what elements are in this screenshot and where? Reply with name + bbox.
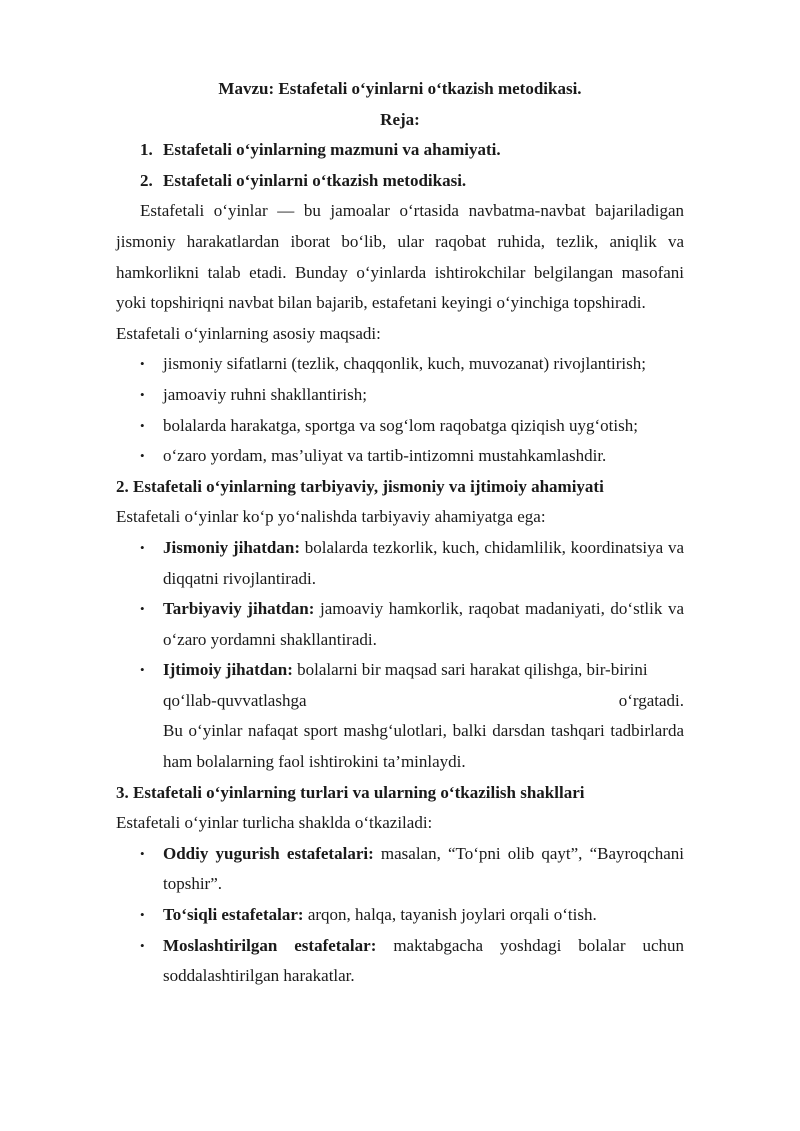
section-2-heading: 2. Estafetali o‘yinlarning tarbiyaviy, jismoniy va ijtimoiy ahamiyati (116, 476, 604, 496)
item-text: bolalarda tezkorlik, kuch, chidamlilik, koordinatsiya va diqqatni rivojlantiradi. (163, 537, 685, 588)
split-right-text: o‘rgatadi. (618, 690, 684, 710)
list-item (116, 533, 684, 594)
plan-item-text: Estafetali o‘yinlarning mazmuni va ahamiyati. (163, 140, 501, 160)
item-term: To‘siqli estafetalar: (163, 905, 304, 925)
list-item (116, 655, 684, 686)
bullet-icon: • (140, 907, 145, 923)
item-term: Tarbiyaviy jihatdan: (163, 599, 315, 619)
section-2-lead: Estafetali o‘yinlar ko‘p yo‘nalishda tarbiyaviy ahamiyatga ega: (116, 507, 546, 527)
plan-heading: Reja: (380, 109, 420, 129)
item-text: jamoaviy hamkorlik, raqobat madaniyati, do‘stlik va o‘zaro yordamni shakllantiradi. (163, 599, 685, 649)
list-item (116, 839, 684, 900)
item-term: Jismoniy jihatdan: (163, 537, 301, 557)
bullet-icon: • (140, 448, 145, 464)
bullet-icon: • (140, 662, 145, 678)
goals-lead: Estafetali o‘yinlarning asosiy maqsadi: (116, 323, 381, 343)
item-text: arqon, halqa, tayanish joylari orqali o‘tish. (303, 905, 597, 925)
bullet-icon: • (140, 356, 145, 372)
plan-item-number: 2. (140, 170, 153, 190)
section-2-list (116, 533, 684, 686)
item-term: Oddiy yugurish estafetalari: (163, 843, 374, 863)
section-3-lead: Estafetali o‘yinlar turlicha shaklda o‘tkaziladi: (116, 813, 433, 833)
document-title: Mavzu: Estafetali o‘yinlarni o‘tkazish metodikasi. (218, 79, 582, 98)
item-text: masalan, “To‘pni olib qayt”, “Bayroqchani topshir”. (163, 843, 684, 894)
section-3-list (116, 839, 684, 992)
list-item (116, 594, 684, 655)
bullet-icon: • (140, 601, 145, 617)
document-page (116, 74, 684, 992)
item-term: Moslashtirilgan estafetalar: (163, 935, 377, 955)
section-2-after-text: Bu o‘yinlar nafaqat sport mashg‘ulotlari, balki darsdan tashqari tadbirlarda ham bolalarning faol ishtirokini ta’minlaydi. (163, 721, 684, 772)
bullet-icon: • (140, 937, 145, 953)
plan-item-number: 1. (140, 140, 153, 160)
list-item (116, 900, 684, 931)
goals-list (116, 349, 684, 471)
plan-item (116, 166, 684, 197)
bullet-icon: • (140, 539, 145, 555)
item-text: bolalarni bir maqsad sari harakat qilishga, bir-birini (292, 660, 648, 680)
list-item: • jamoaviy ruhni shakllantirish; (116, 380, 684, 411)
section-3-heading: 3. Estafetali o‘yinlarning turlari va ularning o‘tkazilish shakllari (116, 782, 585, 802)
item-term: Ijtimoiy jihatdan: (163, 660, 293, 680)
list-item: • o‘zaro yordam, mas’uliyat va tartib-intizomni mustahkamlashdir. (116, 441, 684, 472)
bullet-icon: • (140, 386, 145, 402)
list-item: • jismoniy sifatlarni (tezlik, chaqqonlik, kuch, muvozanat) rivojlantirish; (116, 349, 684, 380)
bullet-icon: • (140, 417, 145, 433)
item-text: maktabgacha yoshdagi bolalar uchun soddalashtirilgan harakatlar. (163, 935, 685, 986)
split-line (116, 686, 684, 717)
plan-item (116, 135, 684, 166)
list-item (116, 931, 684, 992)
list-item: • bolalarda harakatga, sportga va sog‘lom raqobatga qiziqish uyg‘otish; (116, 411, 684, 442)
plan-item-text: Estafetali o‘yinlarni o‘tkazish metodikasi. (163, 170, 467, 190)
intro-paragraph: Estafetali o‘yinlar — bu jamoalar o‘rtasida navbatma-navbat bajariladigan jismoniy harakatlardan iborat bo‘lib, ular raqobat ruhida, tezlik, aniqlik va hamkorlikni talab etadi. Bunday o‘yinlarda ishtirokchilar belgilangan masofani yoki topshiriqni navbat bilan bajarib, estafetani keyingi o‘yinchiga topshiradi. (116, 201, 684, 313)
split-left-text: qo‘llab-quvvatlashga (163, 690, 307, 710)
bullet-icon: • (140, 845, 145, 861)
